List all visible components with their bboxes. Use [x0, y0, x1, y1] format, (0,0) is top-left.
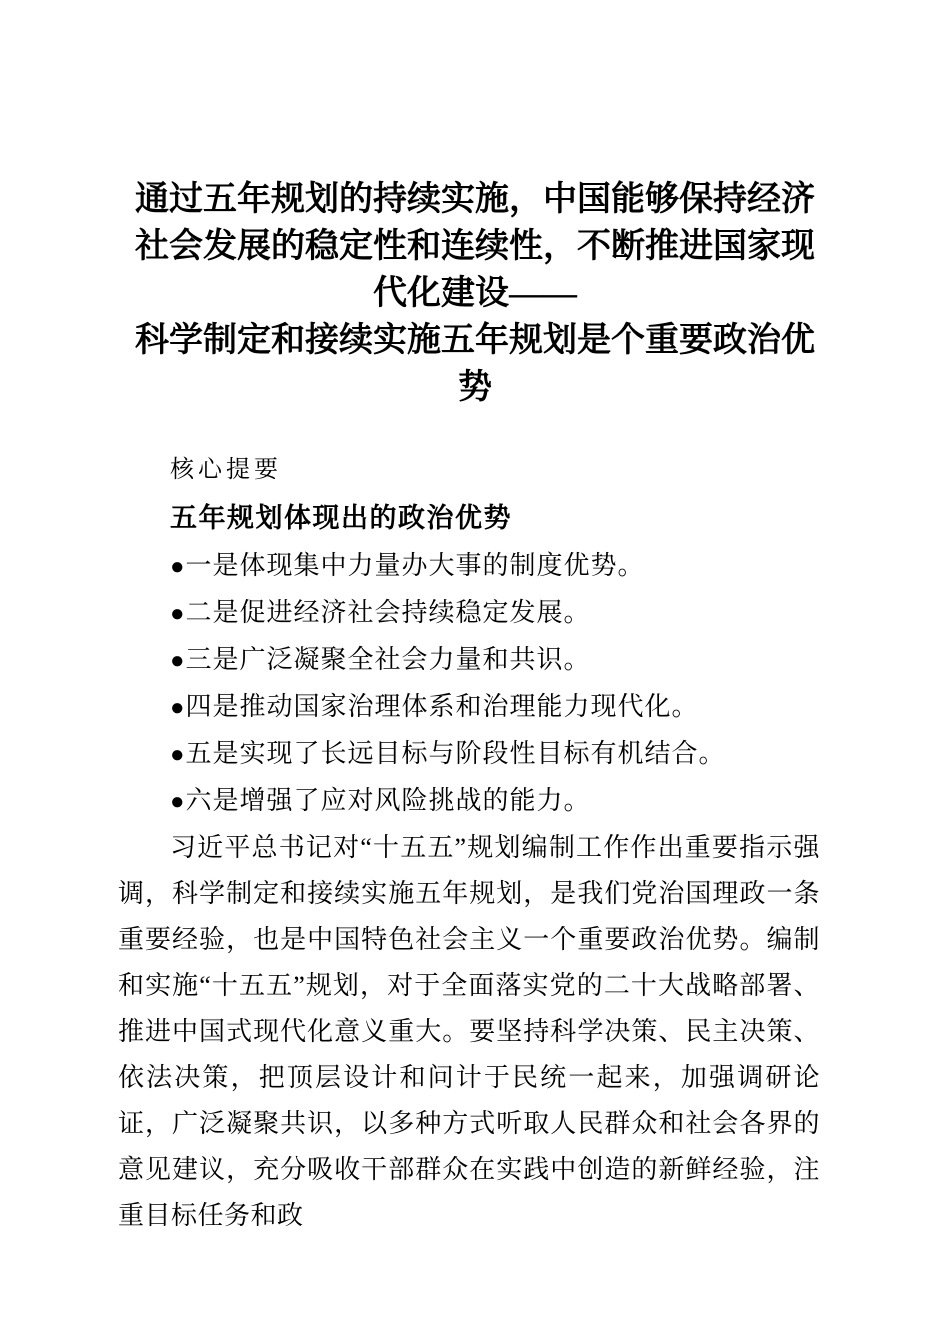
summary-bullet-item: [170, 778, 820, 825]
bullet-marker-icon: ●: [170, 789, 186, 815]
bullet-marker-icon: ●: [170, 742, 186, 768]
bullet-marker-icon: ●: [170, 601, 186, 627]
summary-bullet-text: 五是实现了长远目标与阶段性目标有机结合。: [185, 739, 726, 768]
bullet-marker-icon: ●: [170, 554, 186, 580]
summary-bullet-text: 四是推动国家治理体系和治理能力现代化。: [185, 692, 699, 721]
bullet-marker-icon: ●: [170, 648, 186, 674]
core-summary-kicker: 核心提要: [170, 457, 282, 483]
summary-heading: 五年规划体现出的政治优势: [170, 503, 512, 533]
document-title-line1: 通过五年规划的持续实施，中国能够保持经济社会发展的稳定性和连续性，不断推进国家现代化建设——: [135, 181, 815, 312]
main-paragraph: 习近平总书记对“十五五”规划编制工作作出重要指示强调，科学制定和接续实施五年规划，是我们党治国理政一条重要经验，也是中国特色社会主义一个重要政治优势。编制和实施“十五五”规划，对于全面落实党的二十大战略部署、推进中国式现代化意义重大。要坚持科学决策、民主决策、依法决策，把顶层设计和问计于民统一起来，加强调研论证，广泛凝聚共识，以多种方式听取人民群众和社会各界的意见建议，充分吸收干部群众在实践中创造的新鲜经验，注重目标任务和政: [118, 833, 820, 1230]
summary-bullet-text: 六是增强了应对风险挑战的能力。: [185, 786, 591, 815]
summary-bullet-item: [170, 684, 820, 731]
summary-bullet-item: [170, 543, 820, 590]
document-body: [118, 447, 820, 1239]
document-title: [122, 176, 828, 411]
summary-bullet-item: [170, 637, 820, 684]
summary-bullet-item: [170, 731, 820, 778]
summary-bullet-text: 二是促进经济社会持续稳定发展。: [185, 598, 591, 627]
bullet-marker-icon: ●: [170, 695, 186, 721]
summary-bullet-text: 一是体现集中力量办大事的制度优势。: [185, 551, 645, 580]
summary-bullet-list: [118, 543, 820, 825]
document-title-line2: 科学制定和接续实施五年规划是个重要政治优势: [135, 322, 815, 406]
summary-bullet-text: 三是广泛凝聚全社会力量和共识。: [185, 645, 591, 674]
summary-bullet-item: [170, 590, 820, 637]
